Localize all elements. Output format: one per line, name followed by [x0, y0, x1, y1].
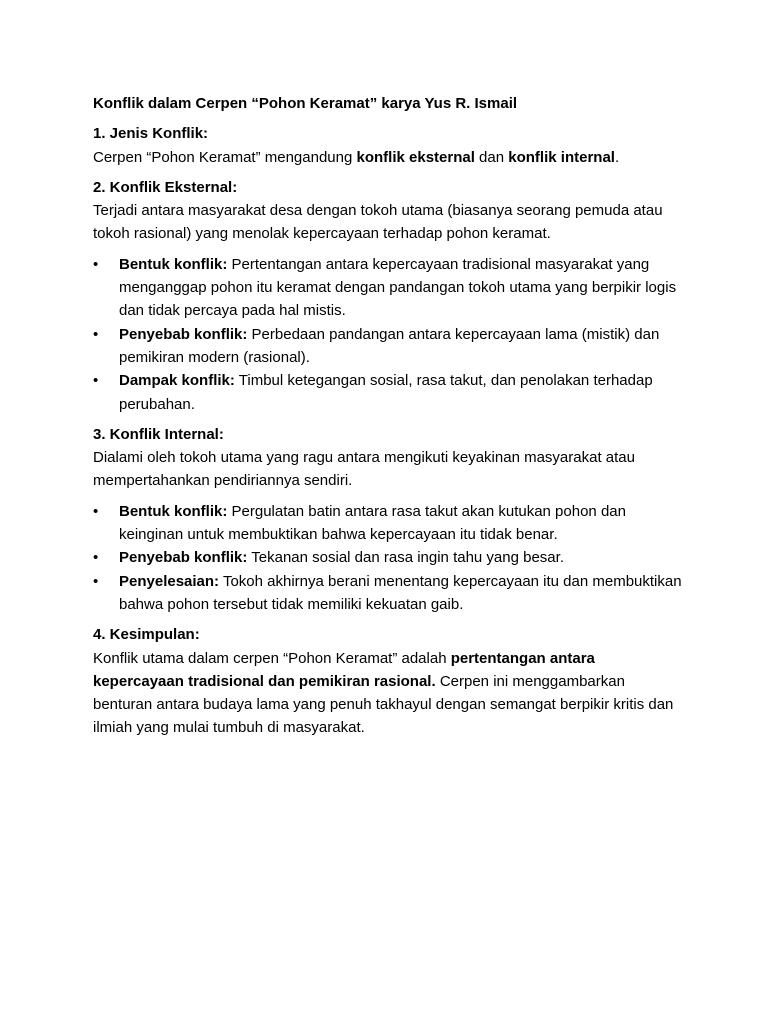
bullet-icon: • — [93, 372, 99, 390]
section-konflik-eksternal — [93, 176, 683, 416]
item-text: Pertentangan antara kepercayaan tradisional masyarakat yang menganggap pohon itu keramat dengan pandangan tokoh utama yang berpikir logis dan tidak percaya pada hal mistis. — [119, 255, 677, 320]
item-label: Penyebab konflik: — [119, 325, 248, 343]
section-konflik-internal — [93, 423, 683, 616]
bold-run: pertentangan antara kepercayaan tradisional dan pemikiran rasional. — [93, 649, 595, 690]
list-item — [93, 500, 683, 547]
document-title: Konflik dalam Cerpen “Pohon Keramat” karya Yus R. Ismail — [93, 95, 518, 112]
item-text: Tekanan sosial dan rasa ingin tahu yang besar. — [247, 549, 564, 567]
text-run: dan — [474, 148, 509, 166]
bullet-icon: • — [93, 549, 99, 567]
bold-run: konflik eksternal — [356, 148, 475, 166]
item-text: Tokoh akhirnya berani menentang kepercayaan itu dan membuktikan bahwa pohon tersebut tidak memiliki kekuatan gaib. — [119, 572, 682, 613]
list-item — [93, 570, 683, 617]
bullet-list — [93, 253, 683, 416]
item-label: Penyelesaian: — [119, 572, 220, 590]
section-paragraph: Terjadi antara masyarakat desa dengan tokoh utama (biasanya seorang pemuda atau tokoh rasional) yang menolak kepercayaan terhadap pohon keramat. — [93, 202, 663, 243]
item-label: Penyebab konflik: — [119, 549, 248, 567]
item-label: Bentuk konflik: — [119, 255, 228, 273]
item-text: Pergulatan batin antara rasa takut akan kutukan pohon dan keinginan untuk membuktikan bahwa kepercayaan itu tidak benar. — [119, 502, 626, 544]
item-label: Bentuk konflik: — [119, 502, 228, 520]
section-paragraph — [93, 647, 683, 740]
document-page — [93, 92, 683, 740]
section-paragraph — [93, 146, 683, 169]
bold-run: konflik internal — [508, 148, 615, 166]
list-item — [93, 369, 683, 416]
item-text: Perbedaan pandangan antara kepercayaan lama (mistik) dan pemikiran modern (rasional). — [119, 325, 660, 366]
item-text: Timbul ketegangan sosial, rasa takut, dan penolakan terhadap perubahan. — [119, 372, 653, 413]
bullet-icon: • — [93, 325, 99, 343]
bullet-icon: • — [93, 502, 99, 520]
section-jenis-konflik — [93, 122, 683, 169]
text-run: Konflik utama dalam cerpen “Pohon Keramat” adalah — [93, 649, 451, 667]
list-item — [93, 253, 683, 323]
text-run: Cerpen ini menggambarkan benturan antara budaya lama yang penuh takhayul dengan semangat berpikir kritis dan ilmiah yang mulai tumbuh di masyarakat. — [93, 672, 674, 737]
text-run: Cerpen “Pohon Keramat” mengandung — [93, 148, 357, 166]
section-heading: 2. Konflik Eksternal: — [93, 178, 238, 196]
list-item — [93, 323, 683, 370]
bullet-list — [93, 500, 683, 616]
section-kesimpulan — [93, 623, 683, 739]
item-label: Dampak konflik: — [119, 372, 235, 390]
section-heading: 1. Jenis Konflik: — [93, 125, 209, 143]
bullet-icon: • — [93, 255, 99, 273]
section-heading: 3. Konflik Internal: — [93, 425, 224, 443]
text-run: . — [614, 148, 620, 166]
section-heading: 4. Kesimpulan: — [93, 626, 200, 644]
section-paragraph: Dialami oleh tokoh utama yang ragu antara mengikuti keyakinan masyarakat atau mempertahankan pendiriannya sendiri. — [93, 449, 635, 490]
list-item — [93, 546, 683, 569]
bullet-icon: • — [93, 572, 99, 590]
